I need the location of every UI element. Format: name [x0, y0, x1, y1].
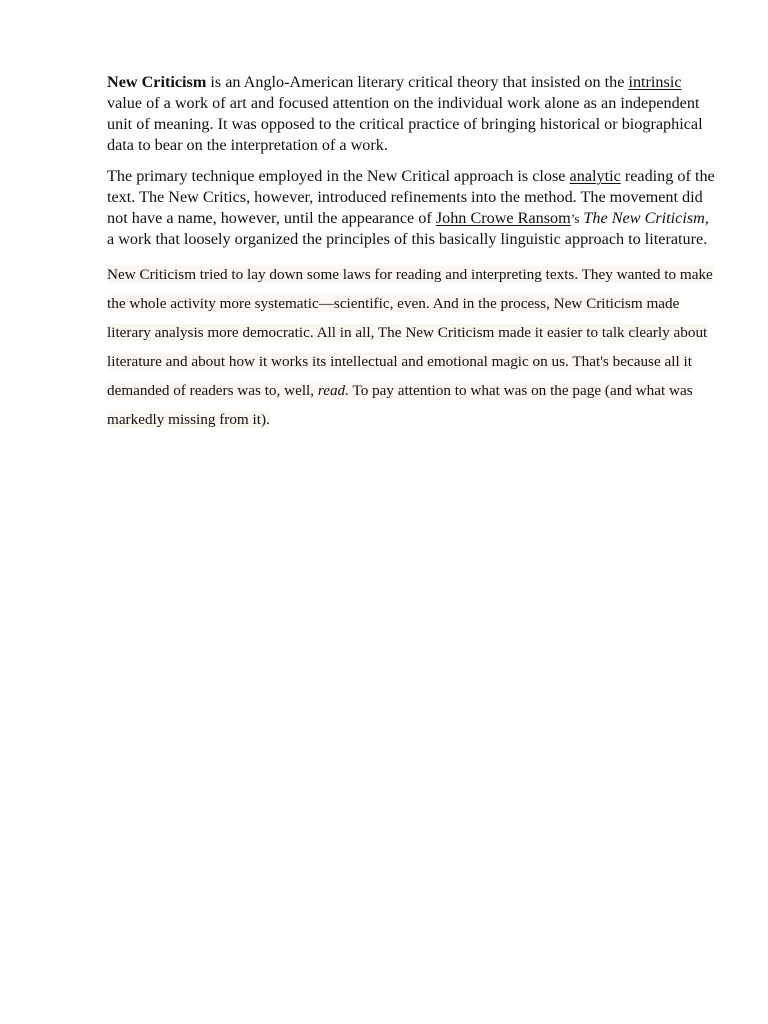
- highlighted-passage: [107, 266, 713, 428]
- paragraph-laws-text-a: New Criticism tried to lay down some laws for reading and interpreting texts. They wanted to make the whole activity more systematic—scientific, even. And in the process, New Criticism made literary analysis more democratic. All in all, The New Criticism made it easier to talk clearly about literature and about how it works its intellectual and emotional magic on us. That's because all it demanded of readers was to, well,: [107, 266, 713, 399]
- paragraph-laws: [107, 260, 717, 434]
- paragraph-technique-text-b: reading of the text. The New Critics, however, introduced refinements into the method. The movement did not have a name, however, until the appearance of: [107, 167, 715, 227]
- paragraph-technique-text-c: , a work that loosely organized the principles of this basically linguistic approach to literature.: [107, 209, 709, 248]
- paragraph-technique-text-a: The primary technique employed in the New Critical approach is close: [107, 167, 570, 185]
- italic-read: read.: [317, 382, 349, 399]
- paragraph-laws-text-b: To pay attention to what was on the page (and what was markedly missing from it).: [107, 382, 693, 428]
- term-new-criticism: New Criticism: [107, 73, 207, 91]
- paragraph-definition-text-a: is an Anglo-American literary critical theory that insisted on the: [206, 73, 629, 91]
- link-analytic[interactable]: analytic: [569, 167, 621, 185]
- link-intrinsic[interactable]: intrinsic: [628, 73, 682, 91]
- paragraph-definition-text-b: value of a work of art and focused attention on the individual work alone as an independent unit of meaning. It was opposed to the critical practice of bringing historical or biographical data to bear on the interpretation of a work.: [107, 94, 703, 154]
- link-john-crowe-ransom[interactable]: John Crowe Ransom: [435, 209, 571, 227]
- paragraph-technique: [107, 166, 717, 250]
- book-title-the-new-criticism: The New Criticism: [583, 209, 705, 227]
- paragraph-definition: [107, 72, 717, 156]
- document-page: [107, 72, 717, 434]
- possessive-apostrophe: ’s: [570, 211, 580, 226]
